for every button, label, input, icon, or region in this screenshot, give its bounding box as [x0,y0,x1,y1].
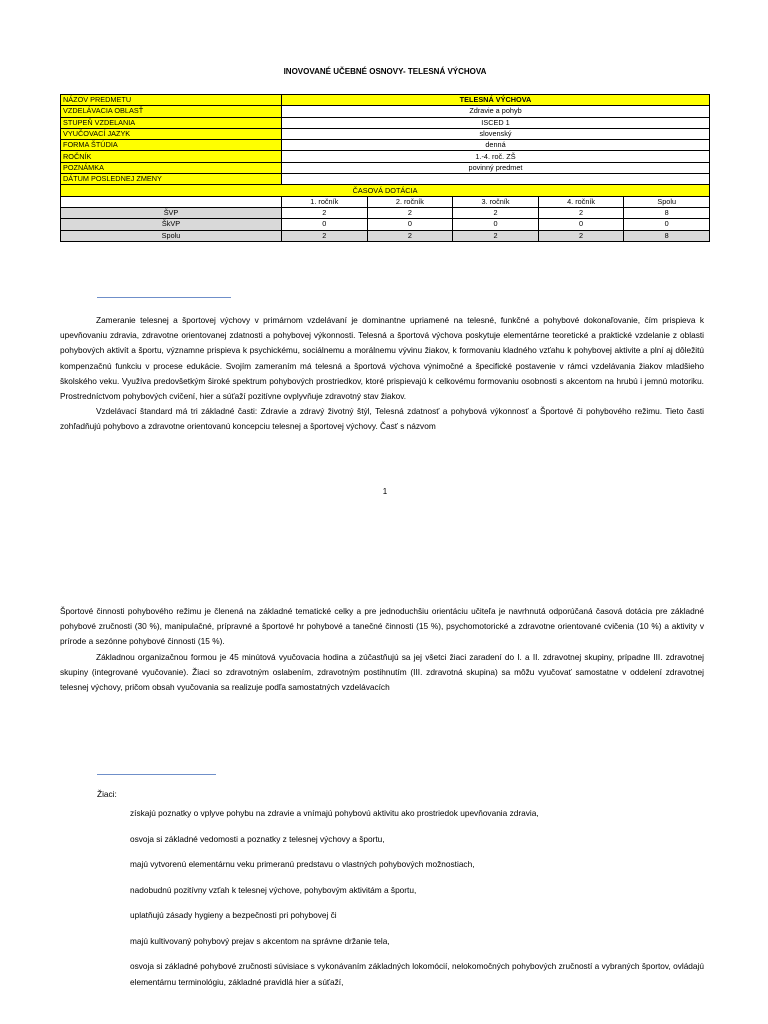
table-cell: 2 [367,230,453,241]
time-header-row [61,185,710,196]
table-cell: 0 [367,219,453,230]
list-item: osvoja si základné vedomosti a poznatky z telesnej výchovy a športu, [130,834,385,844]
subject-info-table [60,94,710,242]
row-label: ŠkVP [61,219,282,230]
empty-header-cell [61,196,282,207]
row-label: NÁZOV PREDMETU [61,95,282,106]
section-divider [97,297,231,298]
paragraph: Športové činnosti pohybového režimu je členená na základné tematické celky a pre jednoduchšiu orientáciu učiteľa je navrhnutá odporúčaná časová dotácia pre základné pohybové zručnosti (30 %), manipulačné, prípravné a športové hr pohybové a tanečné činnosti (15 %), psychomotorické a zdravotne orientované cvičenia (10 %) a aktivity v prírode a sezónne pohybové činnosti (15 %). [60,606,704,647]
list-item: uplatňujú zásady hygieny a bezpečnosti pri pohybovej či [130,910,337,920]
page-number: 1 [382,487,388,496]
row-value: ISCED 1 [282,117,710,128]
intro-section [60,313,704,435]
table-cell: 0 [538,219,624,230]
paragraph: Zameranie telesnej a športovej výchovy v primárnom vzdelávaní je dominantne upriamené na telesné, funkčné a pohybové dokonaľovanie, čím prispieva k upevňovaniu zdravia, zdravotne orientovanej zdatnosti a pohybovej výkonnosti. Telesná a športová výchova poskytuje elementárne teoretické a praktické vzdelanie z oblasti pohybových aktivít a športu, významne prispieva k psychickému, sociálnemu a morálnemu vývinu žiakov, k formovaniu kladného vzťahu k pohybovej aktivite a plní aj dôležitú kompenzačnú funkciu v procese edukácie. Svojím zameraním má telesná a športová výchova výnimočné a špecifické postavenie v rámci vzdelávania žiakov mladšieho školského veku. Využíva predovšetkým široké spektrum pohybových prostriedkov, ktoré prispievajú k celkovému formovaniu osobnosti s akcentom na hrubú i jemnú motoriku. Prostredníctvom pohybových cvičení, hier a súťaží pozitívne ovplyvňuje zdravotný stav žiakov. [60,315,704,402]
row-label: ŠVP [61,207,282,218]
table-cell: 8 [624,207,710,218]
row-label: STUPEŇ VZDELANIA [61,117,282,128]
list-item: majú vytvorenú elementárnu veku primeranú predstavu o vlastných pohybových možnostiach, [130,859,475,869]
column-header: 3. ročník [453,196,539,207]
list-item: získajú poznatky o vplyve pohybu na zdravie a vnímajú pohybovú aktivitu ako prostriedok upevňovania zdravia, [130,808,539,818]
time-allocation-header: ČASOVÁ DOTÁCIA [61,185,710,196]
table-cell: 0 [282,219,368,230]
column-header: 4. ročník [538,196,624,207]
table-row [61,106,710,117]
row-label: POZNÁMKA [61,162,282,173]
row-label: VZDELÁVACIA OBLASŤ [61,106,282,117]
row-label: DÁTUM POSLEDNEJ ZMENY [61,174,282,185]
document-title: INOVOVANÉ UČEBNÉ OSNOVY- TELESNÁ VÝCHOVA [283,67,487,76]
row-value: slovenský [282,128,710,139]
row-value: denná [282,140,710,151]
row-value: povinný predmet [282,162,710,173]
table-row [61,230,710,241]
row-label: Spolu [61,230,282,241]
table-row [61,128,710,139]
section-divider [97,774,216,775]
table-cell: 2 [282,207,368,218]
column-header: 2. ročník [367,196,453,207]
table-row [61,117,710,128]
row-value [282,174,710,185]
paragraph: Základnou organizačnou formou je 45 minútová vyučovacia hodina a zúčastňujú sa jej všetci žiaci zaradení do I. a II. zdravotnej skupiny, prípadne III. zdravotnej skupiny (integrované vyučovanie). Žiaci so zdravotným oslabením, zdravotným postihnutím (III. zdravotná skupina) sa môžu vyučovať samostatne v oddelení zdravotnej telesnej výchovy, pričom obsah vyučovania sa realizuje podľa samostatných vzdelávacích [60,651,704,693]
row-label: VYUČOVACÍ JAZYK [61,128,282,139]
table-row [61,151,710,162]
row-value: TELESNÁ VÝCHOVA [282,95,710,106]
table-row [61,162,710,173]
row-value: 1.-4. roč. ZŠ [282,151,710,162]
table-cell: 0 [453,219,539,230]
table-cell: 2 [453,230,539,241]
table-row [61,219,710,230]
column-header-row [61,196,710,207]
table-cell: 2 [453,207,539,218]
activities-section [60,604,704,695]
list-item: nadobudnú pozitívny vzťah k telesnej výchove, pohybovým aktivitám a športu, [130,885,417,895]
column-header: 1. ročník [282,196,368,207]
row-label: ROČNÍK [61,151,282,162]
table-cell: 2 [538,207,624,218]
list-item: osvoja si základné pohybové zručnosti súvisiace s vykonávaním základných lokomócií, nelokomočných pohybových zručností a vybraných športov, ovládajú elementárnu terminológiu, základné pravidlá hier a súťaží, [130,961,704,987]
table-row [61,207,710,218]
list-item: majú kultivovaný pohybový prejav s akcentom na správne držanie tela, [130,936,390,946]
ziaci-label: Žiaci: [97,789,117,799]
table-row [61,140,710,151]
table-cell: 8 [624,230,710,241]
table-cell: 2 [538,230,624,241]
paragraph: Vzdelávací štandard má tri základné časti: Zdravie a zdravý životný štýl, Telesná zdatnosť a pohybová výkonnosť a Športové či pohybového režimu. Tieto časti zohľadňujú pohybovo a zdravotne orientovanú koncepciu telesnej a športovej výchovy. Časť s názvom [60,406,704,432]
table-cell: 2 [367,207,453,218]
column-header: Spolu [624,196,710,207]
table-row [61,174,710,185]
table-cell: 2 [282,230,368,241]
table-row [61,95,710,106]
row-label: FORMA ŠTÚDIA [61,140,282,151]
table-cell: 0 [624,219,710,230]
row-value: Zdravie a pohyb [282,106,710,117]
